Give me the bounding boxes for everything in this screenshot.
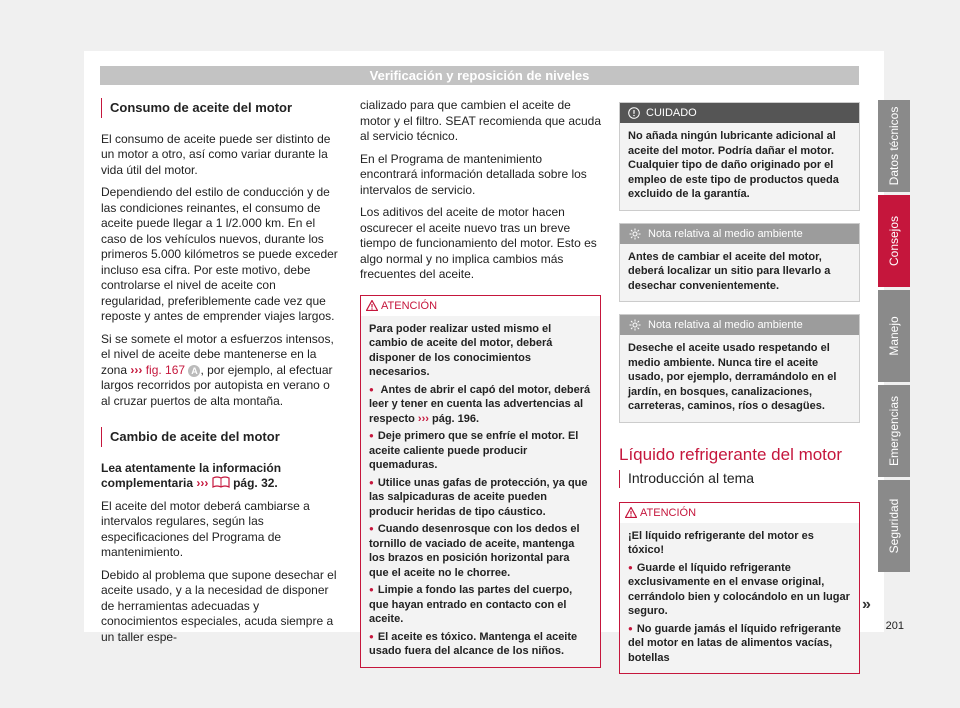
tab-datos-tecnicos[interactable] — [878, 100, 910, 192]
environment-note-body: Deseche el aceite usado respetando el medio ambiente. Nunca tire el aceite usado, por ejemplo, derramándolo en el jardín, en bosques, canalizaciones, carreteras, caminos, ríos o desagües. — [628, 342, 837, 412]
chapter-tabs — [878, 100, 910, 575]
caution-box — [619, 102, 860, 211]
warning-triangle-icon — [625, 507, 637, 518]
warning-body — [620, 523, 859, 674]
warning-triangle-icon — [366, 300, 378, 311]
column-1 — [101, 98, 339, 652]
environment-note-title: Nota relativa al medio ambiente — [648, 319, 803, 331]
tab-consejos[interactable] — [878, 195, 910, 287]
bullet-text: Antes de abrir el capó del motor, deberá leer y tener en cuenta las advertencias al respecto — [369, 383, 591, 425]
reference-arrows: ››› — [130, 362, 143, 377]
environment-icon — [629, 319, 641, 331]
environment-note-header — [620, 315, 859, 335]
reference-arrows: ››› — [417, 412, 429, 425]
tab-seguridad[interactable] — [878, 480, 910, 572]
warning-title: ATENCIÓN — [640, 506, 697, 519]
caution-body: No añada ningún lubricante adicional al aceite del motor. Podría dañar el motor. Cualquier tipo de daño originado por el empleo de este tipo de productos queda excluido de la garantía. — [628, 130, 839, 200]
warning-bullet: ● Limpie a fondo las partes del cuerpo, que hayan entrado en contacto con el aceite. — [369, 583, 592, 627]
tab-emergencias[interactable] — [878, 385, 910, 477]
paragraph-text: Lea atentamente la información complementaria — [101, 460, 282, 490]
page-number: 201 — [885, 620, 904, 632]
caution-header — [620, 103, 859, 123]
warning-bullet: ● El aceite es tóxico. Mantenga el aceite usado fuera del alcance de los niños. — [369, 630, 592, 659]
page-header: Verificación y reposición de niveles — [100, 66, 859, 85]
paragraph: Debido al problema que supone desechar el aceite usado, y a la necesidad de disponer de herramientas adecuadas y conocimientos especiales, acuda siempre a un taller espe- — [101, 567, 337, 644]
tab-manejo[interactable] — [878, 290, 910, 382]
paragraph — [101, 461, 339, 492]
warning-bullet: ● Deje primero que se enfríe el motor. El aceite caliente puede producir quemaduras. — [369, 429, 592, 473]
caution-title: CUIDADO — [646, 107, 697, 119]
paragraph-text: Si se somete el motor a esfuerzos intensos, el nivel de aceite debe mantenerse en la zona — [101, 331, 334, 377]
tab-label: Seguridad — [887, 498, 901, 554]
page-link[interactable]: pág. 32. — [233, 476, 278, 490]
section-title-introduction: Introducción al tema — [619, 470, 860, 488]
warning-box — [360, 295, 601, 668]
column-3 — [619, 102, 860, 684]
figure-link[interactable]: fig. 167 — [145, 362, 186, 377]
warning-bullet: ● Utilice unas gafas de protección, ya que las salpicaduras de aceite pueden producir heridas de tipo cáustico. — [369, 476, 592, 520]
tab-label: Consejos — [887, 215, 901, 267]
environment-note-body: Antes de cambiar el aceite del motor, deberá localizar un sitio para llevarlo a desechar convenientemente. — [628, 250, 831, 292]
paragraph-text: , por ejemplo, al efectuar largos recorridos por autopista en verano o al cruzar puertos de alta montaña. — [101, 362, 333, 408]
warning-header — [620, 503, 859, 523]
warning-bullet: ● Antes de abrir el capó del motor, deberá leer y tener en cuenta las advertencias al respecto ››› pág. 196. — [369, 383, 592, 427]
tab-label: Manejo — [887, 316, 901, 356]
callout-circle: A — [188, 365, 200, 377]
column-2 — [360, 98, 601, 678]
warning-bullet: ● Cuando desenrosque con los dedos el tornillo de vaciado de aceite, mantenga los brazos en posición horizontal para que el aceite no le chorree. — [369, 522, 592, 580]
reference-arrows: ››› — [196, 476, 209, 490]
warning-title: ATENCIÓN — [381, 299, 438, 312]
warning-body — [361, 316, 600, 667]
environment-note-box — [619, 223, 860, 303]
environment-note-title: Nota relativa al medio ambiente — [648, 227, 803, 240]
warning-bullet: ● No guarde jamás el líquido refrigerante del motor en latas de alimentos vacías, botellas — [628, 622, 851, 666]
warning-intro: ¡El líquido refrigerante del motor es tóxico! — [628, 529, 814, 556]
tab-label: Emergencias — [887, 395, 901, 467]
section-title-oil-change: Cambio de aceite del motor — [101, 427, 339, 447]
paragraph — [101, 332, 339, 410]
exclamation-circle-icon — [628, 107, 640, 119]
environment-note-box — [619, 314, 860, 423]
warning-header — [361, 296, 600, 316]
book-icon — [212, 476, 230, 488]
paragraph: El aceite del motor deberá cambiarse a intervalos regulares, según las especificaciones del Programa de mantenimiento. — [101, 498, 310, 559]
warning-intro: Para poder realizar usted mismo el cambio de aceite del motor, deberá disponer de los conocimientos necesarios. — [369, 322, 553, 378]
chapter-title-coolant: Líquido refrigerante del motor — [619, 444, 843, 464]
environment-note-header — [620, 224, 859, 244]
paragraph: Los aditivos del aceite de motor hacen oscurecer el aceite nuevo tras un breve tiempo de funcionamiento del motor. Esto es algo normal y no implica cambios más frecuentes del aceite. — [360, 205, 597, 281]
paragraph: En el Programa de mantenimiento encontrará información detallada sobre los intervalos de servicio. — [360, 151, 587, 197]
page-link[interactable]: pág. 196 — [431, 412, 477, 425]
paragraph: Dependiendo del estilo de conducción y de las condiciones reinantes, el consumo de aceite puede llegar a 1 l/2.000 km. En el caso de los vehículos nuevos, durante los primeros 5.000 kilómetros se puede exceder incluso esa cifra. Por este motivo, debe controlarse el nivel de aceite con regularidad, preferiblemente cade vez que reposte y antes de emprender viajes largos. — [101, 185, 338, 323]
tab-label: Datos técnicos — [887, 106, 901, 186]
continued-arrow: » — [862, 596, 871, 613]
section-title-oil-consumption: Consumo de aceite del motor — [101, 98, 339, 118]
warning-box — [619, 502, 860, 675]
paragraph: El consumo de aceite puede ser distinto de un motor a otro, así como variar durante la vida útil del motor. — [101, 131, 331, 177]
paragraph: cializado para que cambien el aceite de motor y el filtro. SEAT recomienda que acuda al servicio técnico. — [360, 98, 602, 143]
environment-icon — [629, 228, 641, 240]
warning-bullet: ● Guarde el líquido refrigerante exclusivamente en el envase original, cerrándolo bien y colocándolo en un lugar seguro. — [628, 561, 851, 619]
